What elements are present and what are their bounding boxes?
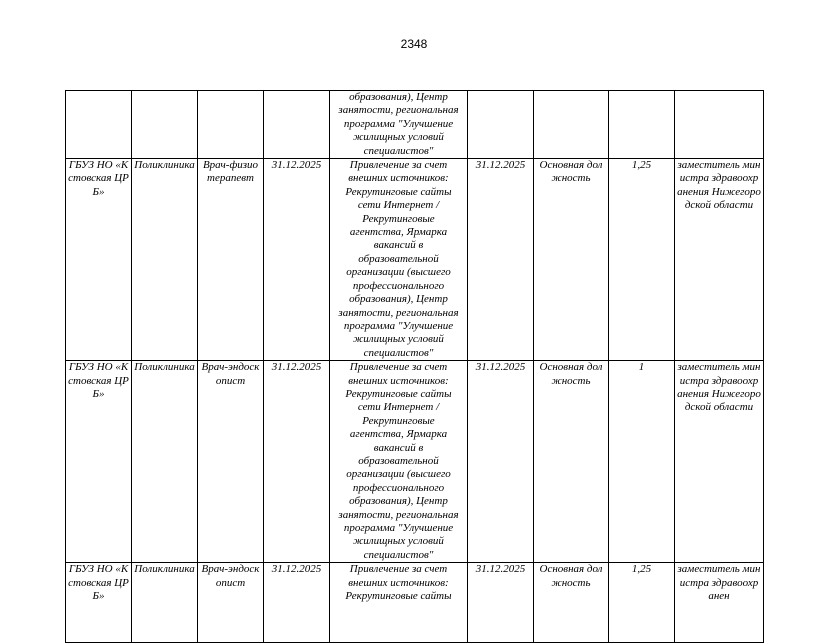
cell-subdivision: Поликлиника <box>132 361 198 563</box>
source-line: жилищных условий <box>353 131 444 144</box>
source-line: специалистов" <box>363 346 434 359</box>
cell-source <box>330 91 468 159</box>
source-line: Привлечение за счет <box>349 361 448 374</box>
cell-deadline: 31.12.2025 <box>264 361 330 563</box>
cell-position <box>198 91 264 159</box>
cell-employment-type <box>534 91 609 159</box>
source-line: организации (высшего <box>346 266 451 279</box>
cell-subdivision <box>132 91 198 159</box>
cell-rate: 1,25 <box>609 159 675 361</box>
cell-employment-type: Основная должность <box>534 159 609 361</box>
source-line: профессионального <box>352 279 445 292</box>
source-line: специалистов" <box>363 144 434 157</box>
source-line: образования), Центр <box>349 293 448 306</box>
cell-responsible: заместитель министра здравоохранения Нижегородской области <box>675 361 764 563</box>
source-line: Рекрутинговые сайты <box>345 590 452 603</box>
cell-source <box>330 361 468 563</box>
source-line: внешних источников: <box>348 172 449 185</box>
cell-employment-type: Основная должность <box>534 361 609 563</box>
table-row <box>66 91 764 159</box>
cell-source <box>330 159 468 361</box>
cell-organization: ГБУЗ НО «Кстовская ЦРБ» <box>66 361 132 563</box>
cell-organization: ГБУЗ НО «Кстовская ЦРБ» <box>66 159 132 361</box>
cell-rate <box>609 91 675 159</box>
source-line: организации (высшего <box>346 468 451 481</box>
cell-date: 31.12.2025 <box>468 563 534 643</box>
source-line: агентства, Ярмарка <box>349 428 448 441</box>
source-line: сети Интернет / <box>357 401 440 414</box>
table-row <box>66 563 764 643</box>
cell-organization: ГБУЗ НО «Кстовская ЦРБ» <box>66 563 132 643</box>
cell-employment-type: Основная должность <box>534 563 609 643</box>
cell-responsible: заместитель министра здравоохранения Нижегородской области <box>675 159 764 361</box>
cell-position: Врач-эндоскопист <box>198 361 264 563</box>
page-number: 2348 <box>400 37 428 51</box>
vacancy-table <box>65 90 764 643</box>
table-row <box>66 361 764 563</box>
source-line: специалистов" <box>363 548 434 561</box>
source-line: занятости, региональная <box>338 306 459 319</box>
source-line: Рекрутинговые <box>362 212 435 225</box>
source-line: профессионального <box>352 481 445 494</box>
source-line: образования), Центр <box>349 91 448 103</box>
source-line: программа "Улучшение <box>343 522 454 534</box>
source-line: занятости, региональная <box>338 104 459 117</box>
table-row <box>66 159 764 361</box>
cell-source <box>330 563 468 643</box>
cell-position: Врач-физиотерапевт <box>198 159 264 361</box>
cell-position: Врач-эндоскопист <box>198 563 264 643</box>
source-line: жилищных условий <box>353 333 444 346</box>
source-line: внешних источников: <box>348 374 449 387</box>
cell-rate: 1,25 <box>609 563 675 643</box>
source-line: Рекрутинговые <box>362 414 435 427</box>
cell-deadline: 31.12.2025 <box>264 159 330 361</box>
source-line: образовательной <box>358 454 439 467</box>
source-line: жилищных условий <box>353 535 444 548</box>
cell-rate: 1 <box>609 361 675 563</box>
cell-subdivision: Поликлиника <box>132 159 198 361</box>
source-line: занятости, региональная <box>338 508 459 521</box>
source-line: вакансий в <box>373 441 424 454</box>
source-line: вакансий в <box>373 239 424 252</box>
source-line: Привлечение за счет <box>349 159 448 172</box>
cell-subdivision: Поликлиника <box>132 563 198 643</box>
cell-date <box>468 91 534 159</box>
cell-responsible: заместитель министра здравоохранен <box>675 563 764 643</box>
source-line: сети Интернет / <box>357 199 440 212</box>
source-line: Рекрутинговые сайты <box>345 387 452 400</box>
source-line: образовательной <box>358 252 439 265</box>
source-line: программа "Улучшение <box>343 319 454 332</box>
source-line: Рекрутинговые сайты <box>345 185 452 198</box>
source-line: Привлечение за счет <box>349 563 448 576</box>
cell-deadline: 31.12.2025 <box>264 563 330 643</box>
source-line: внешних источников: <box>348 576 449 589</box>
cell-organization <box>66 91 132 159</box>
source-line: программа "Улучшение <box>343 117 454 130</box>
cell-deadline <box>264 91 330 159</box>
source-line: образования), Центр <box>349 495 448 508</box>
cell-responsible <box>675 91 764 159</box>
source-line: агентства, Ярмарка <box>349 226 448 239</box>
cell-date: 31.12.2025 <box>468 361 534 563</box>
cell-date: 31.12.2025 <box>468 159 534 361</box>
